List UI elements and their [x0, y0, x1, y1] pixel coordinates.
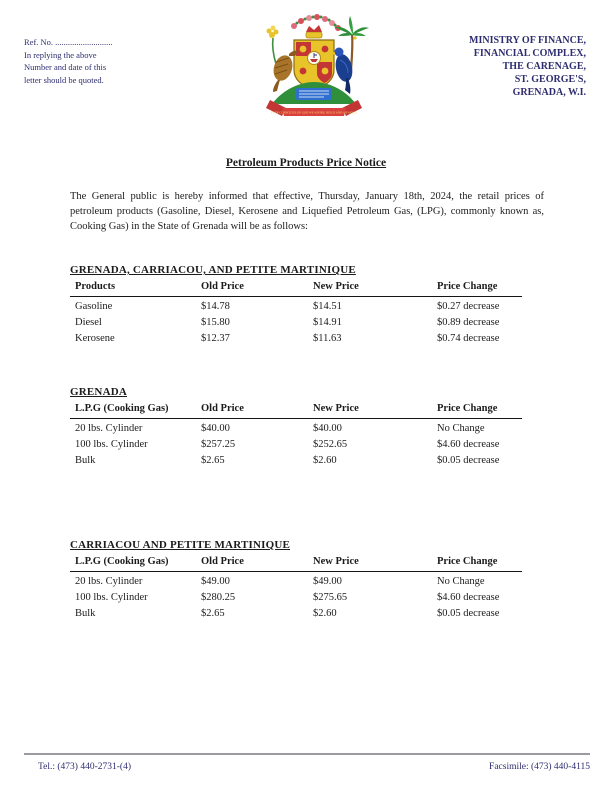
- cell-price-change: No Change: [437, 423, 485, 434]
- ministry-line: FINANCIAL COMPLEX,: [473, 48, 586, 59]
- cell-product: Kerosene: [75, 333, 115, 344]
- column-header: Price Change: [432, 401, 522, 419]
- table-row: [70, 588, 522, 604]
- column-header: Old Price: [196, 279, 308, 297]
- cell-new-price: $11.63: [313, 333, 342, 344]
- svg-text:EVER CONSCIOUS OF GOD WE ASPIR: EVER CONSCIOUS OF GOD WE ASPIRE, BUILD AND ADVANCE: [270, 110, 358, 115]
- cell-new-price: $40.00: [313, 423, 342, 434]
- cell-new-price: $275.65: [313, 592, 348, 603]
- ministry-line: GRENADA, W.I.: [512, 87, 586, 98]
- column-header: New Price: [308, 401, 432, 419]
- cell-new-price: $2.60: [313, 608, 337, 619]
- section-heading: GRENADA, CARRIACOU, AND PETITE MARTINIQUE: [70, 264, 356, 276]
- cell-product: 100 lbs. Cylinder: [75, 439, 148, 450]
- table-row: [70, 313, 522, 329]
- ministry-line: THE CARENAGE,: [502, 61, 586, 72]
- column-header: Old Price: [196, 554, 308, 572]
- price-table: [70, 401, 522, 467]
- table-row: [70, 297, 522, 314]
- ministry-line: ST. GEORGE'S,: [514, 74, 586, 85]
- coat-of-arms-graphic: [256, 12, 372, 124]
- ref-note: [24, 36, 136, 86]
- table-row: [70, 604, 522, 620]
- ref-line: Ref. No. ...........................: [24, 37, 113, 47]
- cell-old-price: $2.65: [201, 608, 225, 619]
- section-grenada-carriacou-petite-martinique: [70, 264, 522, 345]
- column-header: New Price: [308, 279, 432, 297]
- water-banner: [296, 88, 332, 100]
- ministry-address: [406, 34, 586, 99]
- cell-new-price: $2.60: [313, 455, 337, 466]
- column-header: Price Change: [432, 554, 522, 572]
- table-row: [70, 451, 522, 467]
- cell-old-price: $49.00: [201, 576, 230, 587]
- cell-price-change: $0.05 decrease: [437, 608, 500, 619]
- table-row: [70, 572, 522, 589]
- section-carriacou-petite-martinique: [70, 539, 522, 620]
- cell-price-change: $0.27 decrease: [437, 301, 500, 312]
- page-title: Petroleum Products Price Notice: [225, 157, 387, 169]
- facsimile-number: Facsimile: (473) 440-4115: [489, 762, 590, 772]
- table-header-row: [70, 401, 522, 419]
- cell-product: Diesel: [75, 317, 102, 328]
- table-row: [70, 435, 522, 451]
- cell-price-change: No Change: [437, 576, 485, 587]
- cell-new-price: $14.91: [313, 317, 342, 328]
- ministry-line: MINISTRY OF FINANCE,: [469, 35, 586, 46]
- table-row: [70, 329, 522, 345]
- lily-flower: [267, 26, 279, 65]
- crown: [306, 25, 322, 38]
- price-table: [70, 279, 522, 345]
- ref-line: letter should be quoted.: [24, 74, 104, 85]
- cell-old-price: $14.78: [201, 301, 230, 312]
- footer: [38, 762, 590, 772]
- cell-new-price: $252.65: [313, 439, 348, 450]
- intro-paragraph: The General public is hereby informed that effective, Thursday, January 18th, 2024, the retail prices of petroleum products (Gasoline, Diesel, Kerosene and Liquefied Petroleum Gas, (LPG), commonly known as, Cooking Gas) in the State of Grenada will be as follows:: [70, 191, 544, 232]
- ref-line: Number and date of this: [24, 62, 107, 72]
- cell-price-change: $4.60 decrease: [437, 592, 500, 603]
- footer-divider: [24, 753, 590, 755]
- cell-product: 100 lbs. Cylinder: [75, 592, 148, 603]
- column-header: L.P.G (Cooking Gas): [70, 401, 196, 419]
- table-header-row: [70, 554, 522, 572]
- column-header: Old Price: [196, 401, 308, 419]
- section-heading: GRENADA: [70, 386, 128, 398]
- column-header: Products: [70, 279, 196, 297]
- price-table: [70, 554, 522, 620]
- cell-old-price: $280.25: [201, 592, 236, 603]
- cell-product: Bulk: [75, 455, 96, 466]
- cell-old-price: $12.37: [201, 333, 230, 344]
- cell-new-price: $14.51: [313, 301, 342, 312]
- cell-old-price: $2.65: [201, 455, 225, 466]
- cell-product: 20 lbs. Cylinder: [75, 423, 143, 434]
- column-header: L.P.G (Cooking Gas): [70, 554, 196, 572]
- column-header: New Price: [308, 554, 432, 572]
- telephone-number: Tel.: (473) 440-2731-(4): [38, 762, 131, 772]
- cell-product: Bulk: [75, 608, 96, 619]
- cell-old-price: $257.25: [201, 439, 236, 450]
- cell-product: Gasoline: [75, 301, 113, 312]
- cell-price-change: $4.60 decrease: [437, 439, 500, 450]
- cell-old-price: $15.80: [201, 317, 230, 328]
- cell-product: 20 lbs. Cylinder: [75, 576, 143, 587]
- cell-price-change: $0.05 decrease: [437, 455, 500, 466]
- section-heading: CARRIACOU AND PETITE MARTINIQUE: [70, 539, 291, 551]
- cell-old-price: $40.00: [201, 423, 230, 434]
- cell-new-price: $49.00: [313, 576, 342, 587]
- table-row: [70, 419, 522, 436]
- section-grenada: [70, 386, 522, 467]
- cell-price-change: $0.74 decrease: [437, 333, 500, 344]
- cell-price-change: $0.89 decrease: [437, 317, 500, 328]
- ref-line: In replying the above: [24, 49, 97, 60]
- table-header-row: [70, 279, 522, 297]
- grenada-coat-of-arms: [256, 12, 372, 124]
- column-header: Price Change: [432, 279, 522, 297]
